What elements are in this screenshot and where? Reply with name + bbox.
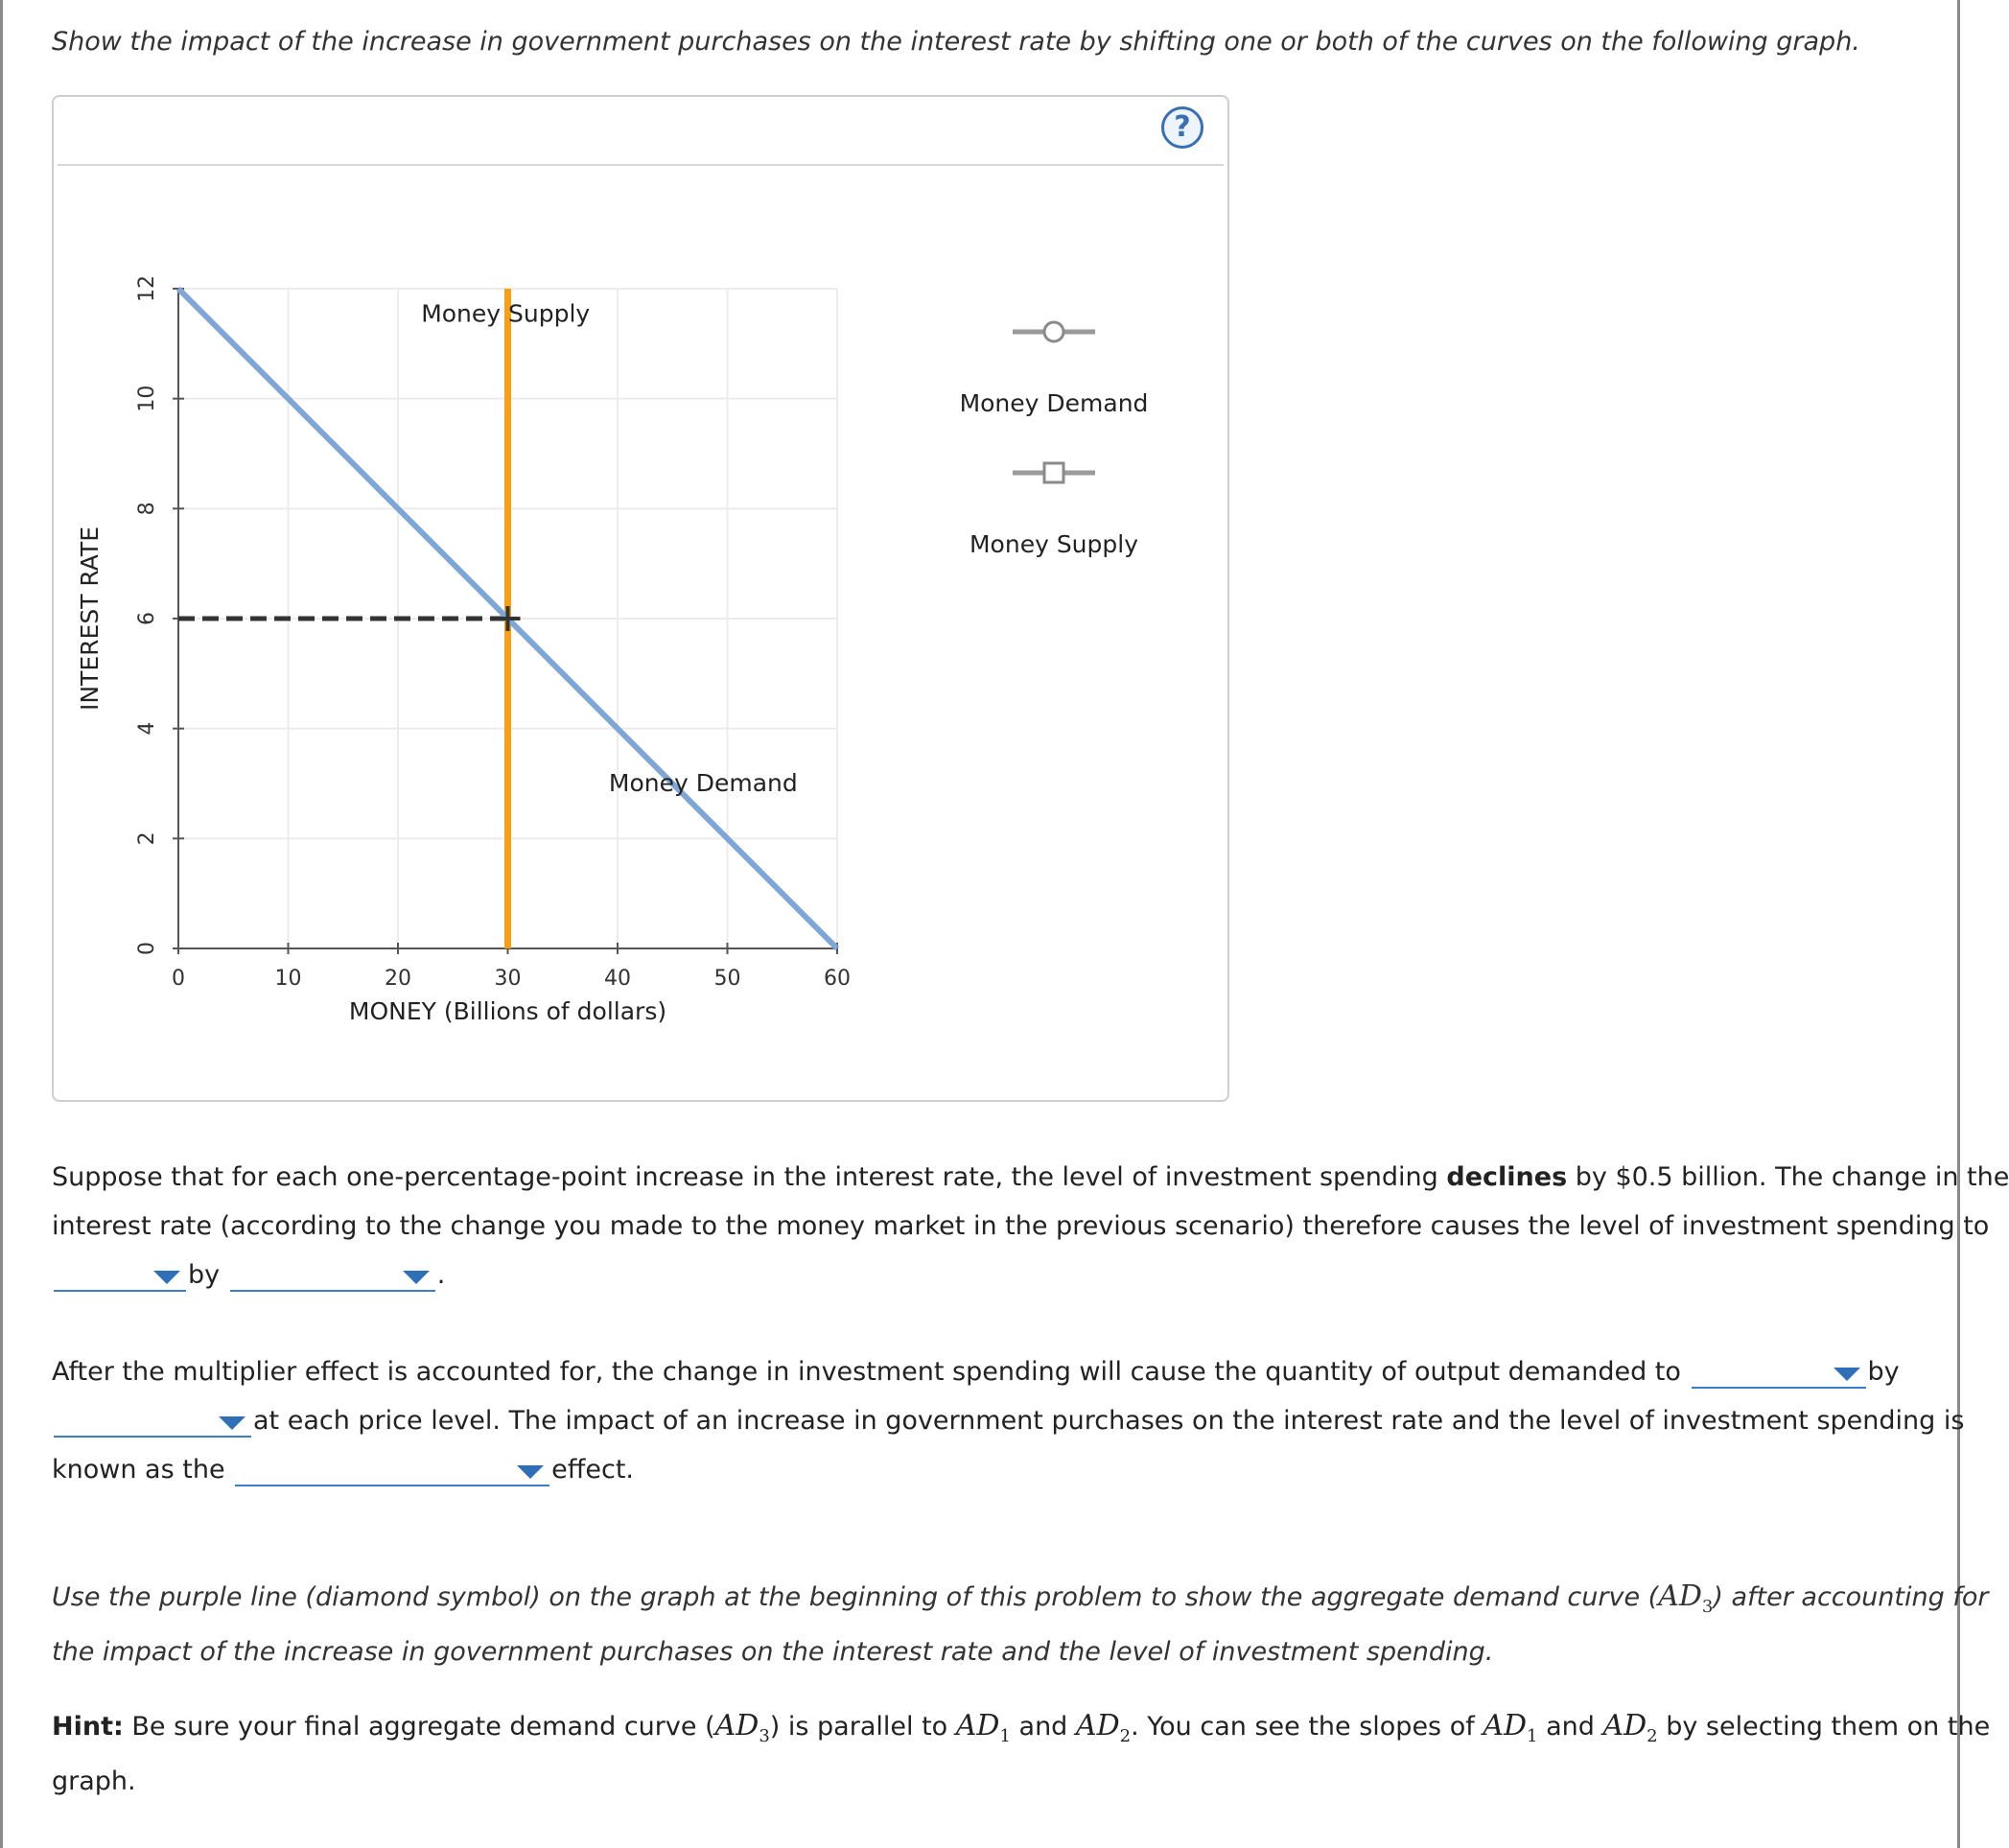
hint-text-f: by selecting them on the (1657, 1712, 1991, 1742)
y-axis-label: INTEREST RATE (76, 526, 104, 711)
ticks (135, 275, 851, 991)
investment-direction-dropdown[interactable] (54, 1261, 186, 1292)
help-icon[interactable]: ? (1161, 106, 1203, 149)
para1-text-a: Suppose that for each one-percentage-point increase in the interest rate, the level of investment spending (52, 1162, 1447, 1192)
ad-text: AD (1075, 1709, 1120, 1743)
by-label: by (188, 1260, 221, 1290)
investment-question (52, 1153, 2009, 1299)
hint-text-d: . You can see the slopes of (1131, 1712, 1483, 1742)
money-market-graph[interactable] (54, 97, 1231, 1104)
x-tick-label: 0 (172, 967, 185, 991)
para2-text-d: effect. (551, 1455, 634, 1485)
graph-instruction: Show the impact of the increase in government purchases on the interest rate by shifting one or both of the curves on the following graph. (52, 27, 1860, 57)
right-border (1957, 0, 1960, 1848)
ad-subscript: 2 (1119, 1726, 1132, 1746)
legend-money-supply-label: Money Supply (969, 530, 1139, 558)
para2-text-c: known as the (52, 1455, 225, 1485)
chevron-down-icon (403, 1271, 430, 1284)
multiplier-question (52, 1347, 1965, 1494)
hint-text-c: and (1010, 1712, 1076, 1742)
y-tick-label: 2 (135, 831, 159, 846)
ad-text: AD (1658, 1579, 1702, 1613)
ad-subscript: 1 (999, 1726, 1011, 1746)
x-tick-label: 60 (824, 967, 851, 991)
hint (52, 1698, 1991, 1810)
x-tick-label: 30 (494, 967, 522, 991)
hint-text-b: ) is parallel to (769, 1712, 956, 1742)
hint-text-a: Be sure your final aggregate demand curve ( (123, 1712, 715, 1742)
para3-text-b: ) after accounting for (1713, 1582, 1989, 1612)
legend (960, 322, 1149, 558)
x-axis-label: MONEY (Billions of dollars) (348, 997, 667, 1025)
ad-text: AD (714, 1709, 759, 1743)
investment-amount-dropdown[interactable] (230, 1261, 435, 1292)
x-tick-label: 50 (713, 967, 741, 991)
para1-text-b: by $0.5 billion. The change in the (1567, 1162, 2009, 1192)
money-demand-curve-label: Money Demand (608, 769, 798, 797)
legend-money-demand-tool[interactable] (1013, 322, 1095, 341)
ad-text: AD (1602, 1709, 1647, 1743)
x-tick-label: 10 (274, 967, 302, 991)
ad-subscript: 1 (1527, 1726, 1538, 1746)
legend-money-demand-label: Money Demand (959, 389, 1149, 417)
x-tick-label: 20 (385, 967, 411, 991)
para2-text-a: After the multiplier effect is accounted for, the change in investment spending will cause the quantity of output demanded to (52, 1357, 1681, 1387)
legend-money-supply-tool[interactable] (1013, 463, 1095, 482)
hint-text-e: and (1537, 1712, 1603, 1742)
chevron-down-icon (153, 1271, 180, 1284)
y-tick-label: 4 (135, 721, 159, 736)
ad3-symbol (1658, 1579, 1714, 1617)
hint-label: Hint: (52, 1712, 124, 1742)
hint-line2: graph. (52, 1766, 136, 1796)
para3-text-a: Use the purple line (diamond symbol) on the graph at the beginning of this problem to show the aggregate demand curve ( (52, 1582, 1659, 1612)
ad-subscript: 2 (1647, 1726, 1658, 1746)
chevron-down-icon (517, 1465, 544, 1479)
y-tick-label: 10 (135, 385, 159, 412)
output-direction-dropdown[interactable] (1692, 1358, 1866, 1389)
ad-text: AD (1483, 1709, 1528, 1743)
y-tick-label: 0 (135, 942, 159, 955)
y-tick-label: 8 (135, 502, 159, 516)
ad1-symbol (1483, 1709, 1538, 1746)
y-tick-label: 12 (135, 275, 159, 302)
output-amount-dropdown[interactable] (54, 1407, 251, 1438)
y-tick-label: 6 (135, 612, 159, 625)
chevron-down-icon (1834, 1368, 1860, 1381)
ad1-symbol (955, 1709, 1011, 1746)
x-tick-label: 40 (604, 967, 631, 991)
by-label: by (1867, 1357, 1900, 1387)
ad-subscript: 3 (759, 1726, 770, 1746)
left-border (0, 0, 3, 1848)
ad-curve-instruction (52, 1569, 1989, 1680)
para3-line2: the impact of the increase in government purchases on the interest rate and the level of investment spending. (52, 1637, 1494, 1667)
ad3-symbol (714, 1709, 770, 1746)
ad-subscript: 3 (1701, 1597, 1714, 1617)
ad-text: AD (955, 1709, 1000, 1743)
para2-text-b: at each price level. The impact of an increase in government purchases on the interest rate and the level of investment spending is (253, 1406, 1965, 1436)
ad2-symbol (1602, 1709, 1658, 1746)
circle-marker-icon (1044, 322, 1063, 341)
graph-panel (52, 95, 1229, 1102)
effect-type-dropdown[interactable] (235, 1456, 549, 1486)
chevron-down-icon (219, 1416, 245, 1430)
para1-line2: interest rate (according to the change you made to the money market in the previous scenario) therefore causes the level of investment spending to (52, 1211, 1990, 1241)
money-supply-curve-label: Money Supply (421, 299, 591, 328)
para1-bold: declines (1446, 1162, 1568, 1192)
square-marker-icon (1044, 463, 1063, 482)
ad2-symbol (1075, 1709, 1132, 1746)
period: . (436, 1260, 446, 1290)
